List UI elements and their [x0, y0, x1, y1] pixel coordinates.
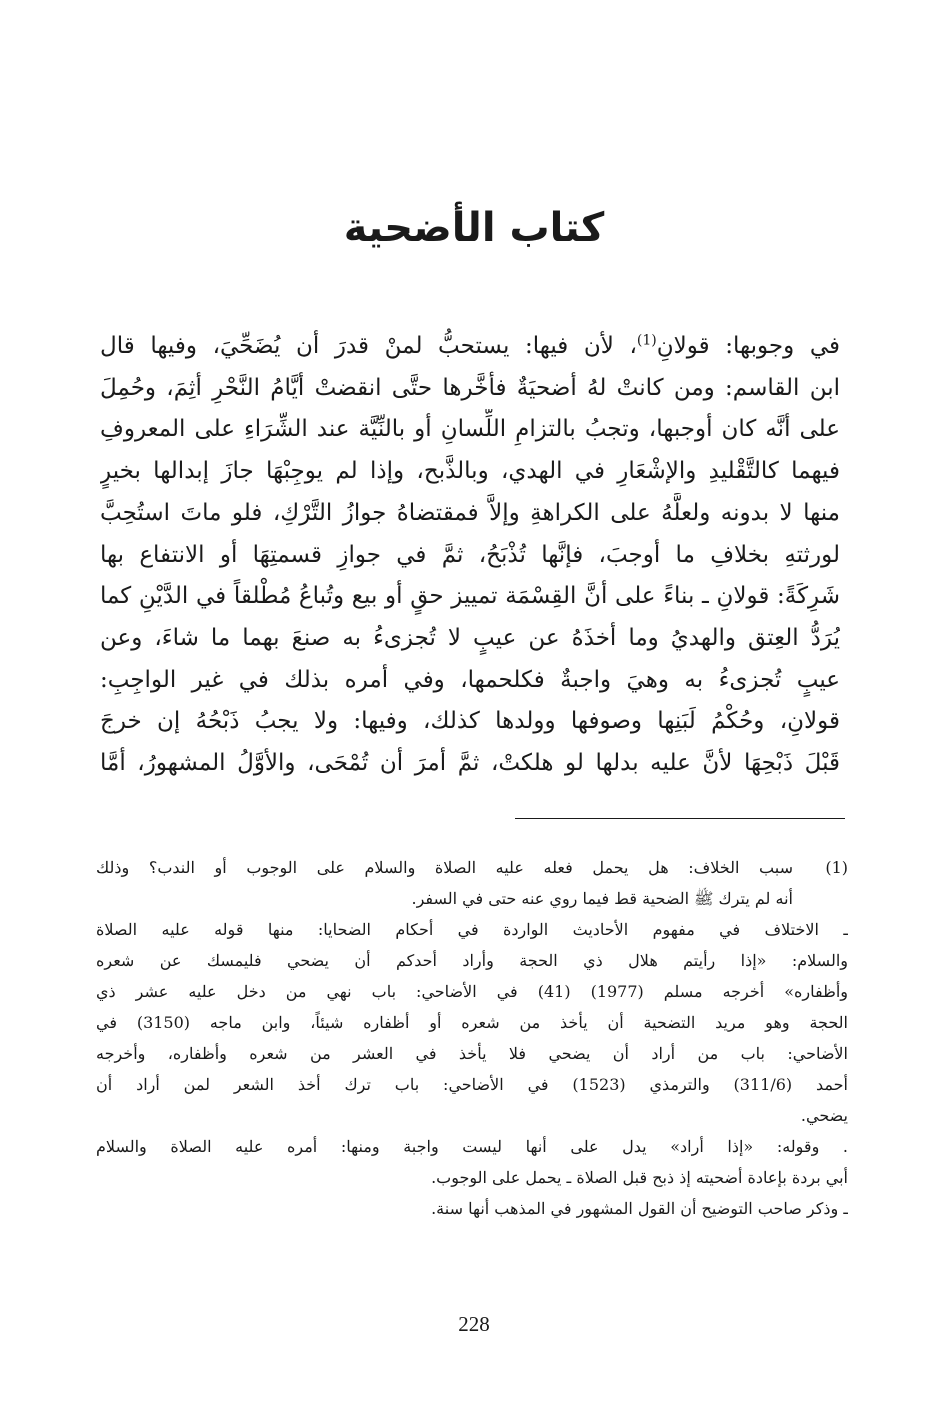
main-line-7: شَرِكَةً: قولانِ ـ بناءً على أنَّ القِسْمَة تمييز حقٍ أو بيع وتُباعُ مُطْلقاً في الدَّيْنِ كما — [100, 583, 840, 610]
footnote-body — [96, 852, 793, 914]
footnote-line: ـ وذكر صاحب التوضيح أن القول المشهور في المذهب أنها سنة. — [431, 1199, 848, 1218]
main-line-1-start: في وجوبها: قولانِ — [656, 333, 840, 359]
footnote-line: ـ الاختلاف في مفهوم الأحاديث الواردة في أحكام الضحايا: منها قوله عليه الصلاة — [96, 920, 848, 939]
main-line-4: فيهما كالتَّقْليدِ والإشْعَارِ في الهدي، وبالذَّبح، وإذا لم يوجِبْهَا جازَ إبدالها بخيرٍ — [100, 458, 840, 485]
main-line-6: لورثتهِ بخلافِ ما أوجبَ، فإنَّها تُذْبَحُ، ثمَّ في جوازِ قسمتِهَا أو الانتفاع بها — [100, 541, 840, 568]
main-line-1 — [100, 326, 840, 368]
footnote-number: (1) — [825, 858, 848, 877]
footnotes — [96, 852, 848, 1224]
footnote-line: الأضاحي: باب من أراد أن يضحي فلا يأخذ في العشر من شعره وأظفاره، وأخرجه — [96, 1044, 848, 1063]
footnote-separator — [515, 818, 845, 819]
footnote-line: أبي بردة بإعادة أضحيته إذ ذبح قبل الصلاة ـ يحمل على الوجوب. — [431, 1168, 848, 1187]
footnote-line: . وقوله: «إذا أراد» يدل على أنها ليست واجبة ومنها: أمره عليه الصلاة والسلام — [96, 1137, 848, 1156]
page-number: 228 — [458, 1312, 490, 1336]
footnote-line: أنه لم يترك ﷺ الضحية قط فيما روي عنه حتى في السفر. — [411, 889, 793, 908]
main-line-1-end: ، لأن فيها: يستحبُّ لمنْ قدرَ أن يُضَحِّيَ، وفيها قال — [100, 333, 637, 359]
main-line-3: على أنَّه كان أوجبها، وتجبُ بالتزامِ اللِّسانِ أو بالنِّيَّة عند الشِّرَاءِ على المعروفِ — [100, 416, 840, 443]
footnote-1 — [96, 852, 848, 914]
footnote-continuation — [96, 914, 848, 1224]
main-line-11: قَبْلَ ذَبْحِهَا لأنَّ عليه بدلها لو هلكتْ، ثمَّ أمرَ أن تُمْحَى، والأوَّلُ المشهورُ، أمَّا — [100, 750, 840, 777]
footnote-reference[interactable]: (1) — [636, 332, 657, 349]
footnote-line: وأظفاره» أخرجه مسلم (1977) (41) في الأضاحي: باب نهي من دخل عليه عشر ذي — [96, 982, 848, 1001]
footnote-line: الحجة وهو مريد التضحية أن يأخذ من شعره أو أظفاره شيئاً، وابن ماجه (3150) في — [96, 1013, 848, 1032]
chapter-title: كتاب الأضحية — [343, 205, 605, 251]
main-line-10: قولانِ، وحُكْمُ لَبَنِها وصوفها وولدها كذلك، وفيها: ولا يجبُ ذَبْحُهُ إن خرجَ — [100, 708, 840, 735]
main-line-5: منها لا بدونه ولعلَّهُ على الكراهةِ وإلاَّ فمقتضاهُ جوازُ التَّرْكِ، فلو ماتَ استُحِبَّ — [100, 499, 840, 526]
main-text — [100, 326, 840, 785]
footnote-line: يضحي. — [800, 1106, 848, 1125]
main-line-8: يُرَدُّ العِتق والهديُ وما أخذَهُ عن عيبٍ لا تُجزىءُ به صنعَ بهما ما شاءَ، وعن — [100, 624, 840, 651]
footnote-line: أحمد (311/6) والترمذي (1523) في الأضاحي: باب ترك أخذ الشعر لمن أراد أن — [96, 1075, 848, 1094]
footnote-line: سبب الخلاف: هل يحمل فعله عليه الصلاة والسلام على الوجوب أو الندب؟ وذلك — [96, 858, 793, 877]
main-line-2: ابن القاسم: ومن كانتْ لهُ أضحيَةٌ فأخَّرها حتَّى انقضتْ أيَّامُ النَّحْرِ أثِمَ، وحُمِلَ — [100, 374, 840, 401]
main-line-9: عيبٍ تُجزىءُ به وهيَ واجبةٌ فكلحمها، وفي أمره بذلك في غير الواجِبِ: — [100, 666, 840, 693]
footnote-line: والسلام: «إذا رأيتم هلال ذي الحجة وأراد أحدكم أن يضحي فليمسك عن شعره — [96, 951, 848, 970]
